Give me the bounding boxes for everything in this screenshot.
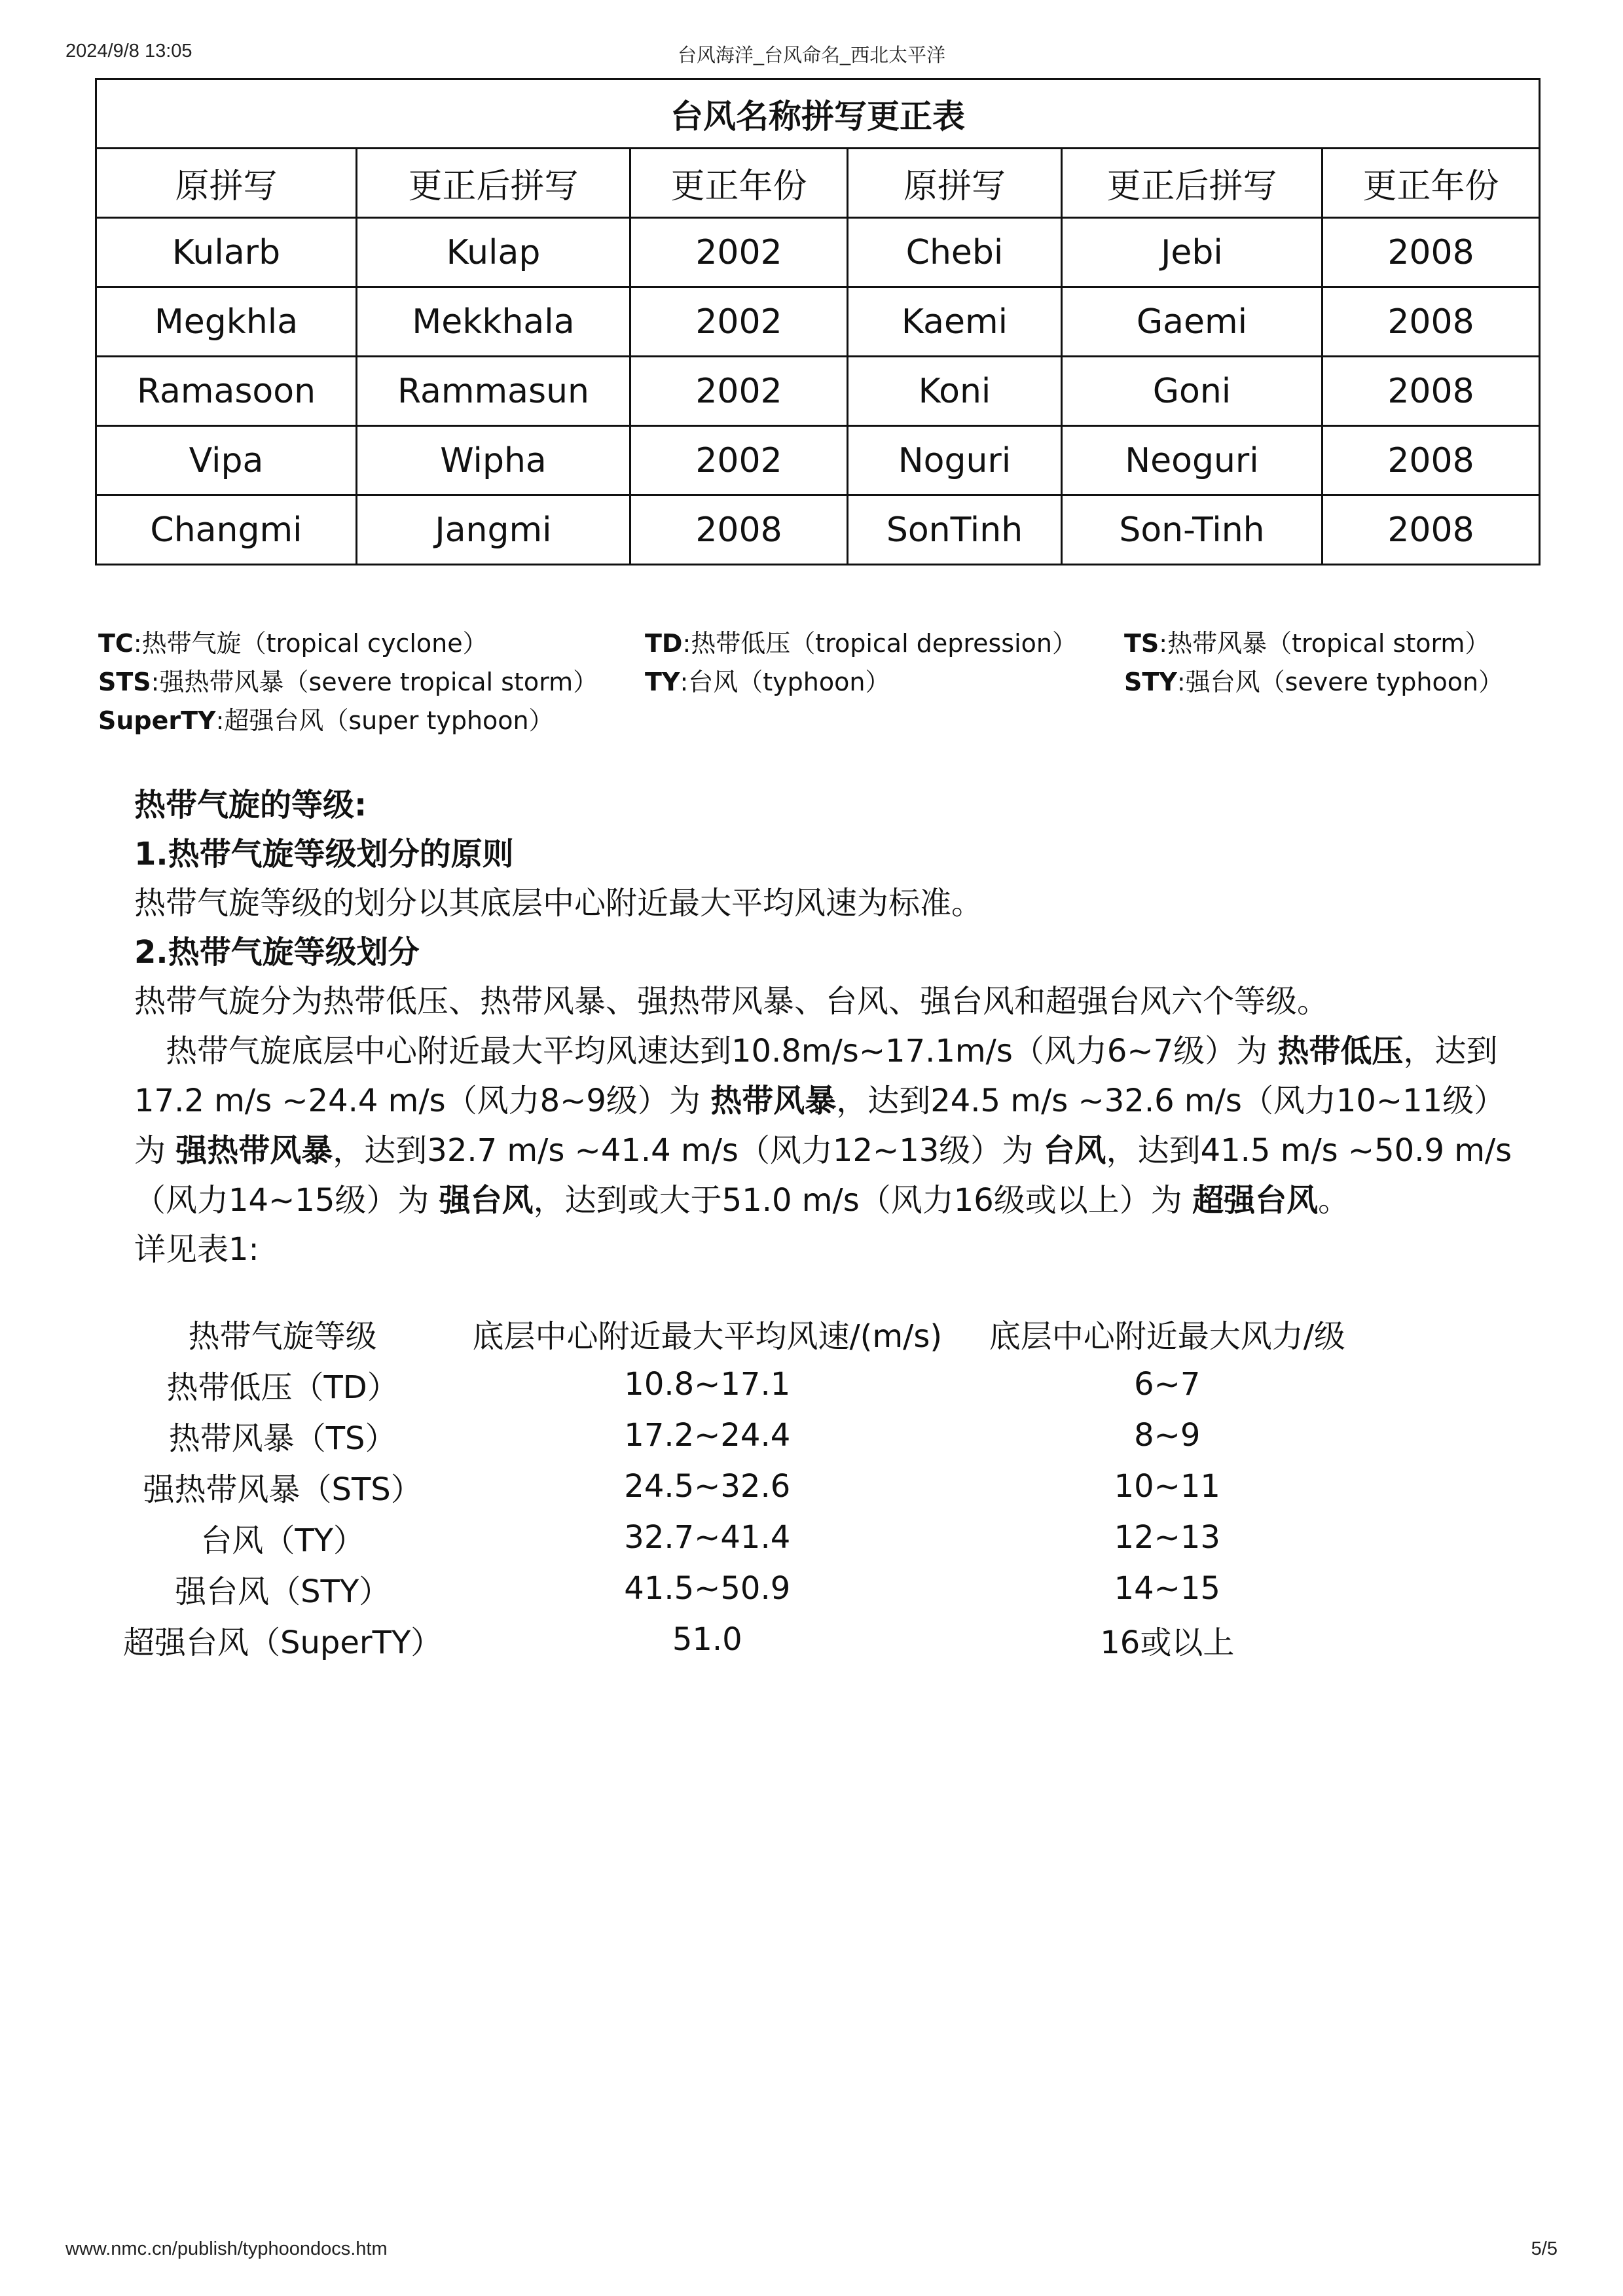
abbreviation-sty: STY:强台风（severe typhoon）: [1124, 668, 1504, 696]
table-cell: 2008: [1322, 218, 1540, 287]
table-cell: 10.8~17.1: [624, 1366, 791, 1403]
cyclone-levels-table: [123, 1308, 1362, 1665]
table-header-row: [96, 149, 1540, 218]
table-cell: Kularb: [96, 218, 357, 287]
table-cell: Son-Tinh: [1062, 495, 1322, 565]
column-header: 底层中心附近最大风力/级: [989, 1318, 1345, 1355]
table-cell: 强台风（STY）: [175, 1573, 391, 1610]
table-cell: 12~13: [1114, 1519, 1220, 1556]
table-cell: 2008: [630, 495, 848, 565]
table-cell: Noguri: [848, 426, 1062, 495]
table-cell: Koni: [848, 357, 1062, 426]
column-header: 更正年份: [1322, 149, 1540, 218]
print-page-number: 5/5: [1531, 2238, 1558, 2259]
classification-detail: 热带气旋底层中心附近最大平均风速达到10.8m/s~17.1m/s（风力6~7级）为 热带低压，达到17.2 m/s ~24.4 m/s（风力8~9级）为 热带风暴，达到24.5 m/s ~32.6 m/s（风力10~11级）为 强热带风暴，达到32.7 m/s ~41.4 m/s（风力12~13级）为 台风，达到41.5 m/s ~50.9 m/s（风力14~15级）为 强台风，达到或大于51.0 m/s（风力16级或以上）为 超强台风。: [134, 1033, 1512, 1219]
column-header: 更正后拼写: [357, 149, 630, 218]
table-cell: Jebi: [1062, 218, 1322, 287]
spelling-correction-table: [95, 78, 1541, 565]
column-header: 底层中心附近最大平均风速/(m/s): [472, 1318, 943, 1355]
table-title: 台风名称拼写更正表: [96, 79, 1540, 149]
print-timestamp: 2024/9/8 13:05: [65, 41, 192, 62]
table-cell: 超强台风（SuperTY）: [123, 1624, 443, 1661]
column-header: 更正后拼写: [1062, 149, 1322, 218]
table-cell: Ramasoon: [96, 357, 357, 426]
abbreviation-td: TD:热带低压（tropical depression）: [645, 629, 1077, 658]
table-cell: 强热带风暴（STS）: [143, 1471, 422, 1508]
table-cell: SonTinh: [848, 495, 1062, 565]
subheading-principle: 1.热带气旋等级划分的原则: [134, 836, 514, 872]
table-cell: 24.5~32.6: [624, 1468, 791, 1505]
table-cell: 2002: [630, 218, 848, 287]
table-row: [96, 218, 1540, 287]
table-cell: Goni: [1062, 357, 1322, 426]
table-title-row: [96, 79, 1540, 149]
table-row: [123, 1512, 1362, 1563]
table-cell: 2008: [1322, 426, 1540, 495]
table-cell: Kulap: [357, 218, 630, 287]
abbreviation-ts: TS:热带风暴（tropical storm）: [1124, 629, 1490, 658]
table-cell: Gaemi: [1062, 287, 1322, 357]
table-cell: Megkhla: [96, 287, 357, 357]
table-row: [123, 1359, 1362, 1410]
table-cell: Rammasun: [357, 357, 630, 426]
table-cell: 2002: [630, 426, 848, 495]
table-cell: Chebi: [848, 218, 1062, 287]
table-cell: Kaemi: [848, 287, 1062, 357]
see-table-note: 详见表1:: [134, 1231, 259, 1268]
table-cell: 热带低压（TD）: [166, 1369, 399, 1406]
column-header: 原拼写: [848, 149, 1062, 218]
abbreviation-superty: SuperTY:超强台风（super typhoon）: [98, 706, 554, 735]
table-cell: 2008: [1322, 495, 1540, 565]
subheading-classification: 2.热带气旋等级划分: [134, 934, 420, 971]
table-cell: Jangmi: [357, 495, 630, 565]
table-cell: 2008: [1322, 357, 1540, 426]
principle-text: 热带气旋等级的划分以其底层中心附近最大平均风速为标准。: [134, 885, 983, 922]
column-header: 原拼写: [96, 149, 357, 218]
table-cell: 2008: [1322, 287, 1540, 357]
column-header: 热带气旋等级: [188, 1318, 377, 1355]
table-cell: Vipa: [96, 426, 357, 495]
print-page-title: 台风海洋_台风命名_西北太平洋: [677, 45, 946, 66]
print-url: www.nmc.cn/publish/typhoondocs.htm: [65, 2238, 388, 2259]
table-row: [123, 1614, 1362, 1665]
section-heading: 热带气旋的等级:: [134, 787, 367, 823]
table-cell: Neoguri: [1062, 426, 1322, 495]
table-cell: Wipha: [357, 426, 630, 495]
table-row: [96, 357, 1540, 426]
table-cell: 2002: [630, 357, 848, 426]
table-row: [96, 426, 1540, 495]
abbreviation-sts: STS:强热带风暴（severe tropical storm）: [98, 668, 598, 696]
table-cell: 17.2~24.4: [624, 1417, 791, 1454]
table-cell: 14~15: [1114, 1570, 1220, 1607]
table-row: [96, 495, 1540, 565]
table-cell: 热带风暴（TS）: [168, 1420, 397, 1457]
table-cell: 16或以上: [1100, 1624, 1235, 1661]
table-cell: 10~11: [1114, 1468, 1220, 1505]
table-cell: 6~7: [1134, 1366, 1201, 1403]
table-cell: 51.0: [672, 1621, 742, 1658]
table-row: [123, 1410, 1362, 1461]
abbreviation-tc: TC:热带气旋（tropical cyclone）: [98, 629, 488, 658]
table-cell: 2002: [630, 287, 848, 357]
classification-text: 热带气旋分为热带低压、热带风暴、强热带风暴、台风、强台风和超强台风六个等级。: [134, 983, 1329, 1020]
table-cell: Mekkhala: [357, 287, 630, 357]
grade-section: [134, 781, 1531, 1274]
table-row: [123, 1461, 1362, 1512]
table-row: [96, 287, 1540, 357]
table-cell: 台风（TY）: [200, 1522, 365, 1559]
table-cell: 8~9: [1134, 1417, 1201, 1454]
table-row: [123, 1563, 1362, 1614]
table-cell: 41.5~50.9: [624, 1570, 791, 1607]
table-cell: Changmi: [96, 495, 357, 565]
column-header: 更正年份: [630, 149, 848, 218]
table-cell: 32.7~41.4: [624, 1519, 791, 1556]
table-header-row: [123, 1308, 1362, 1359]
abbreviation-ty: TY:台风（typhoon）: [645, 668, 890, 696]
